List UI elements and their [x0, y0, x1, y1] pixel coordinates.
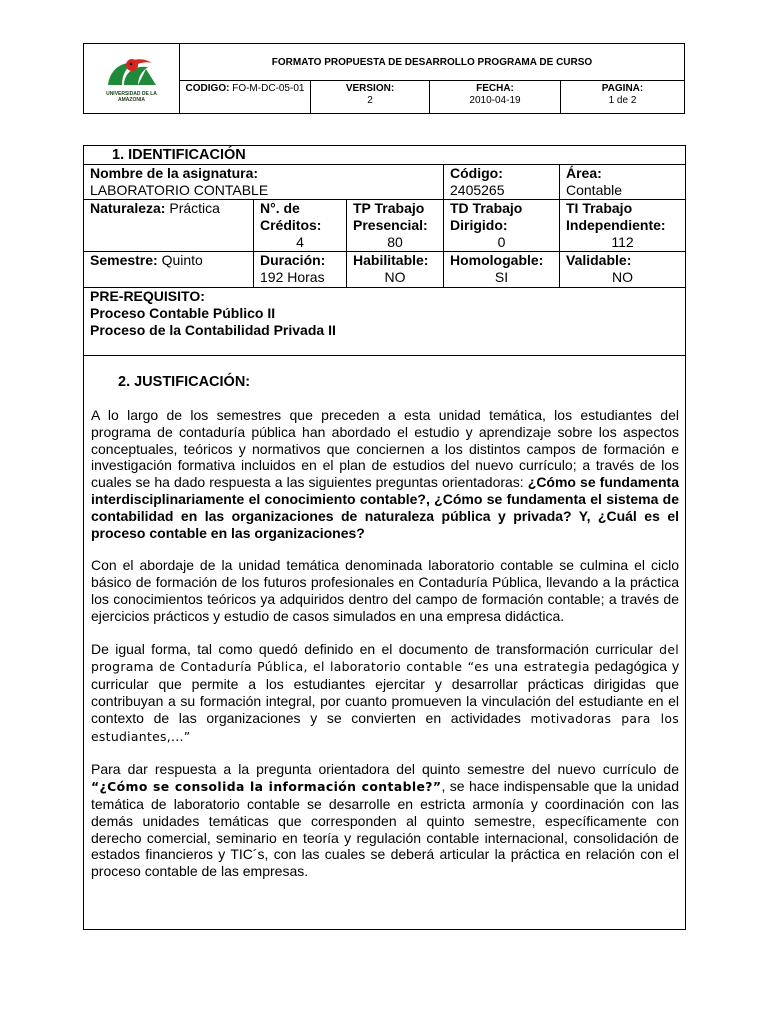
naturaleza-cell — [84, 200, 254, 252]
justificacion-paragraph: De igual forma, tal como quedó definido en el documento de transformación curricular del programa de Contaduría Pública, el laboratorio contable “es una estrategia pedagógica y curricular que permite a los estudiantes ejercitar y desarrollar prácticas dirigidas que contribuyan a su formación integral, por cuanto promueven la vinculación del estudiante en el contexto de las organizaciones y se convierten en actividades motivadoras para los estudiantes,...” — [91, 640, 679, 744]
header-version-value: 2 — [367, 95, 373, 106]
prerequisito-item: Proceso Contable Público II — [90, 305, 276, 321]
homologable-cell — [444, 252, 560, 288]
header-title: FORMATO PROPUESTA DE DESARROLLO PROGRAMA DE CURSO — [180, 44, 685, 81]
header-pagina — [561, 81, 685, 114]
validable-label: Validable: — [566, 252, 632, 268]
td-cell — [444, 200, 560, 252]
prerequisito-label: PRE-REQUISITO: — [90, 288, 205, 304]
header-codigo-value: FO-M-DC-05-01 — [232, 83, 305, 94]
area-value: Contable — [566, 182, 623, 198]
ti-label: TI Trabajo Independiente: — [566, 200, 666, 233]
header-codigo — [180, 81, 311, 114]
logo-text: UNIVERSIDAD DE LA AMAZONIA — [106, 90, 157, 103]
duracion-value: 192 Horas — [260, 269, 325, 285]
area-cell — [560, 165, 686, 200]
header-version — [311, 81, 430, 114]
naturaleza-value: Práctica — [169, 200, 220, 216]
duracion-cell — [254, 252, 347, 288]
naturaleza-label: Naturaleza: — [90, 200, 166, 216]
header-pagina-value: 1 de 2 — [608, 95, 637, 106]
header-codigo-label: CODIGO: — [185, 83, 230, 94]
justificacion-cell — [84, 356, 686, 930]
creditos-cell — [254, 200, 347, 252]
creditos-label: N°. de Créditos: — [260, 200, 322, 233]
section-identificacion-title: 1. IDENTIFICACIÓN — [84, 146, 686, 165]
habilitable-value: NO — [384, 269, 406, 285]
tp-label: TP Trabajo Presencial: — [353, 200, 428, 233]
header-version-label: VERSION: — [345, 83, 395, 94]
area-label: Área: — [566, 165, 602, 181]
tp-cell — [347, 200, 444, 252]
justificacion-paragraph: A lo largo de los semestres que preceden a esta unidad temática, los estudiantes del programa de contaduría pública han abordado el estudio y aprendizaje sobre los aspectos conceptuales, teóricos y normativos que conciernen a los distintos campos de formación e investigación formativa incluidos en el plan de estudios del nuevo currículo; a través de los cuales se ha dado respuesta a las siguientes preguntas orientadoras: ¿Cómo se fundamenta interdisciplinariamente el conocimiento contable?, ¿Cómo se fundamenta el sistema de contabilidad en las organizaciones de naturaleza pública y privada? Y, ¿Cuál es el proceso contable en las organizaciones? — [91, 407, 680, 541]
homologable-label: Homologable: — [450, 252, 544, 268]
university-logo-icon — [102, 55, 162, 89]
justificacion-paragraph: Con el abordaje de la unidad temática denominada laboratorio contable se culmina el ciclo básico de formación de los futuros profesionales en Contaduría Pública, llevando a la práctica los conocimientos teóricos ya adquiridos dentro del campo de formación contable; a través de ejercicios prácticos y estudio de casos simulados en una empresa didáctica. — [91, 557, 679, 624]
asignatura-label: Nombre de la asignatura: — [90, 165, 259, 181]
semestre-cell — [84, 252, 254, 288]
codigo-label: Código: — [450, 165, 503, 181]
semestre-value: Quinto — [161, 252, 203, 268]
asignatura-value: LABORATORIO CONTABLE — [90, 182, 269, 198]
justificacion-paragraph: Para dar respuesta a la pregunta orientadora del quinto semestre del nuevo currículo de “¿Cómo se consolida la información contable?”, se hace indispensable que la unidad temática de laboratorio contable se desarrolle en estricta armonía y coordinación con las demás unidades temáticas que corresponden al quinto semestre, específicamente con derecho comercial, seminario en teoría y regulación contable internacional, consolidación de estados financieros y TIC´s, con las cuales se deberá articular la práctica en relación con el proceso contable de las empresas. — [91, 761, 679, 880]
prerequisito-cell — [84, 288, 686, 356]
section-justificacion-title: 2. JUSTIFICACIÓN: — [118, 374, 251, 390]
header-fecha — [430, 81, 561, 114]
prerequisito-item: Proceso de la Contabilidad Privada II — [90, 322, 336, 338]
homologable-value: SI — [494, 269, 509, 285]
asignatura-cell — [84, 165, 444, 200]
habilitable-cell — [347, 252, 444, 288]
tp-value: 80 — [387, 234, 403, 250]
identification-table — [83, 145, 686, 930]
header-fecha-value: 2010-04-19 — [469, 95, 521, 106]
codigo-cell — [444, 165, 560, 200]
td-value: 0 — [497, 234, 506, 250]
codigo-value: 2405265 — [450, 182, 505, 198]
td-label: TD Trabajo Dirigido: — [450, 200, 523, 233]
semestre-label: Semestre: — [90, 252, 158, 268]
habilitable-label: Habilitable: — [353, 252, 429, 268]
creditos-value: 4 — [296, 234, 304, 250]
ti-value: 112 — [611, 234, 634, 250]
logo-cell — [84, 44, 180, 114]
validable-value: NO — [612, 269, 633, 285]
header-fecha-label: FECHA: — [476, 83, 514, 94]
validable-cell — [560, 252, 686, 288]
document-header — [83, 43, 685, 114]
duracion-label: Duración: — [260, 252, 326, 268]
header-pagina-label: PAGINA: — [601, 83, 644, 94]
ti-cell — [560, 200, 686, 252]
